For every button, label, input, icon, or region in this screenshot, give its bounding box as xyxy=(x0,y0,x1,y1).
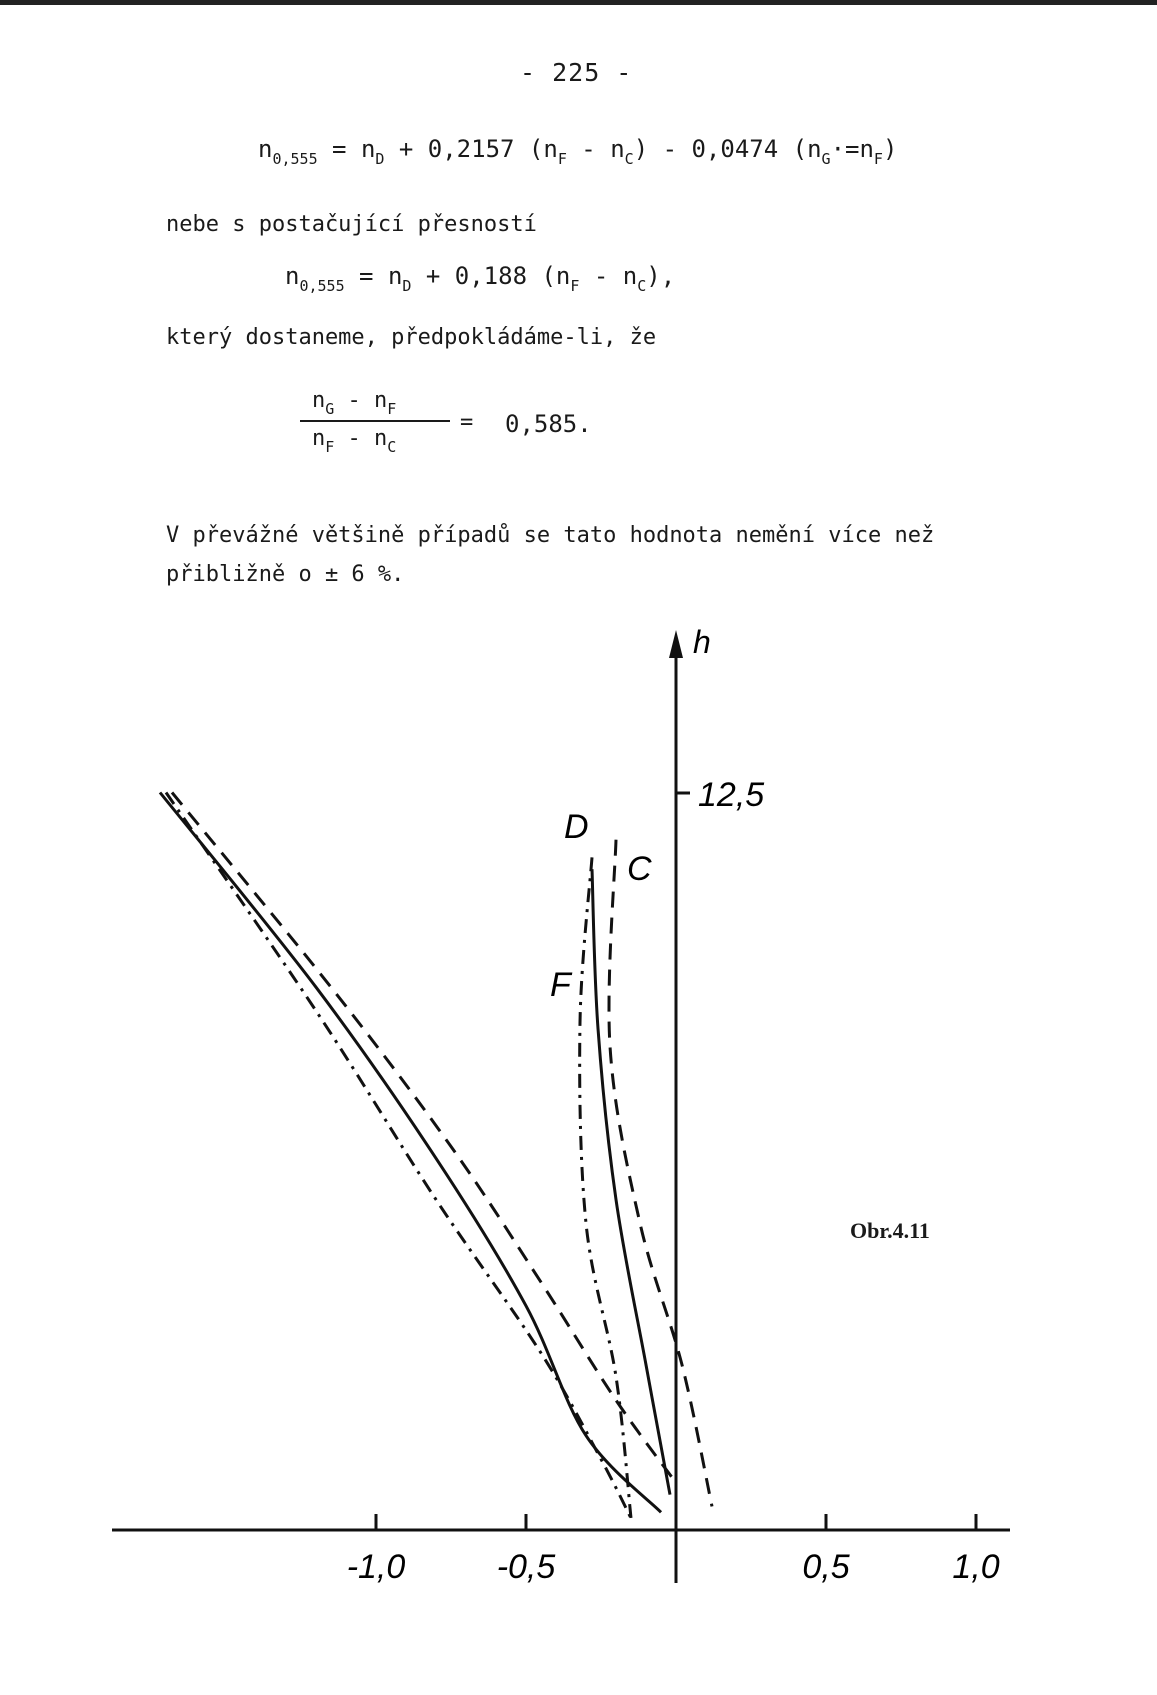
chart-labels xyxy=(550,624,764,1004)
text-nebo: nebe s postačující přesností xyxy=(166,212,537,237)
chart-axes xyxy=(112,630,1010,1583)
formula2-sub-c: C xyxy=(637,277,647,295)
formula-n0555-short xyxy=(285,262,676,295)
fraction-bar xyxy=(300,420,450,422)
curve-f-5 xyxy=(580,857,631,1518)
den-n1: n xyxy=(312,426,326,451)
paragraph-line-1: V převážné většině případů se tato hodnota nemění více než xyxy=(166,523,935,548)
formula2-part2: + 0,188 (n xyxy=(411,262,571,290)
num-n1: n xyxy=(312,388,326,413)
formula2-part4: ), xyxy=(646,262,676,290)
fraction-equals: = xyxy=(460,410,474,435)
formula1-part3: - n xyxy=(566,135,625,163)
den-sub-c: C xyxy=(387,438,397,456)
formula-n0555-full xyxy=(258,135,898,168)
formula1-part4: ) - 0,0474 (n xyxy=(633,135,822,163)
y-axis-label: h xyxy=(693,624,711,660)
text-ktery: který dostaneme, předpokládáme-li, že xyxy=(166,325,657,350)
formula1-part1: = n xyxy=(317,135,376,163)
y-tick-label: 12,5 xyxy=(698,776,765,814)
page-number: - 225 - xyxy=(520,58,633,87)
curve-f-2 xyxy=(166,793,631,1519)
y-axis-arrow xyxy=(669,630,683,658)
x-tick-label: -1,0 xyxy=(346,1548,406,1586)
paragraph-line-2: přibližně o ± 6 %. xyxy=(166,562,405,587)
formula1-sub-g: G xyxy=(821,150,831,168)
x-tick-label: 0,5 xyxy=(802,1548,850,1586)
formula1-part6: ) xyxy=(882,135,898,163)
chart-curves xyxy=(160,793,712,1519)
fraction-denominator xyxy=(312,426,397,456)
chart-ticks xyxy=(347,1514,1000,1586)
curve-d-0 xyxy=(160,793,661,1513)
refraction-chart xyxy=(0,600,1157,1600)
curve-label-d: D xyxy=(564,808,589,846)
formula1-lhs-sub: 0,555 xyxy=(272,150,318,168)
num-sub-g: G xyxy=(325,400,335,418)
x-tick-label: 1,0 xyxy=(952,1548,1000,1586)
num-sub-f: F xyxy=(387,400,397,418)
formula1-part5: ·=n xyxy=(830,135,874,163)
formula2-sub-f: F xyxy=(570,277,580,295)
formula2-part1: = n xyxy=(344,262,403,290)
den-sub-f: F xyxy=(325,438,335,456)
fraction-numerator xyxy=(312,388,397,418)
curve-c-4 xyxy=(609,840,712,1507)
x-tick-label: -0,5 xyxy=(496,1548,556,1586)
curve-label-c: C xyxy=(627,850,652,888)
formula1-sub-f2: F xyxy=(873,150,883,168)
top-rule xyxy=(0,0,1157,5)
formula2-part3: - n xyxy=(579,262,638,290)
num-n2: - n xyxy=(334,388,388,413)
curve-label-f: F xyxy=(550,966,571,1004)
formula2-lhs-sub: 0,555 xyxy=(299,277,345,295)
formula2-lhs: n xyxy=(285,262,300,290)
formula1-lhs: n xyxy=(258,135,273,163)
figure-caption: Obr.4.11 xyxy=(850,1218,930,1243)
den-n2: - n xyxy=(334,426,388,451)
formula2-sub-d: D xyxy=(402,277,412,295)
formula1-sub-d: D xyxy=(375,150,385,168)
formula1-sub-f: F xyxy=(557,150,567,168)
formula1-part2: + 0,2157 (n xyxy=(384,135,558,163)
formula1-sub-c: C xyxy=(624,150,634,168)
fraction-value: 0,585. xyxy=(505,410,592,438)
